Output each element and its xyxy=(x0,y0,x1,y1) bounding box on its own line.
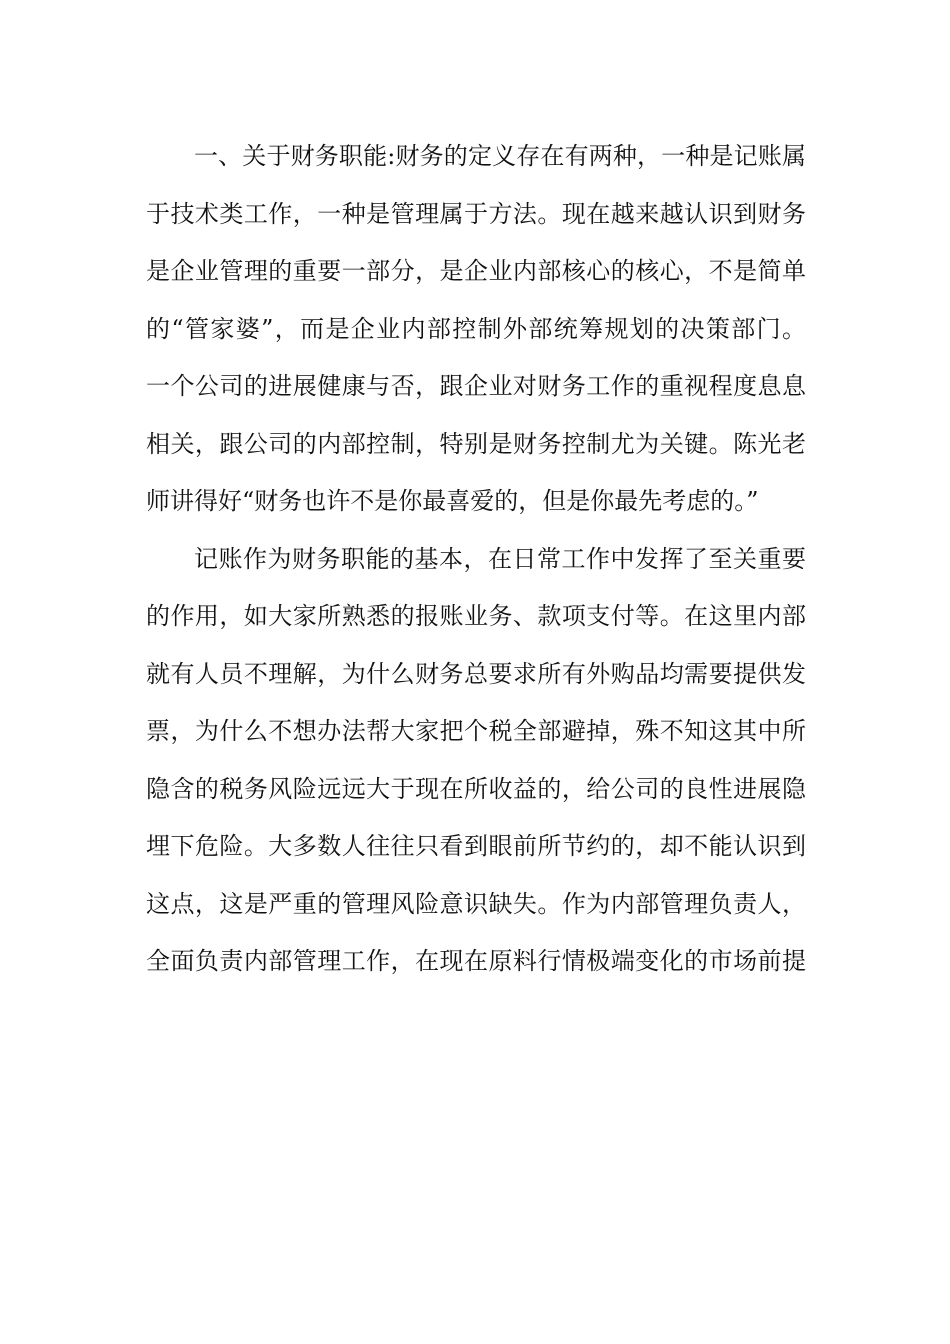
text-line: 于技术类工作，一种是管理属于方法。现在越来越认识到财务 xyxy=(146,199,806,228)
document-body xyxy=(146,128,806,1048)
text-line: 隐含的税务风险远远大于现在所收益的，给公司的良性进展隐 xyxy=(146,774,806,803)
text-line: 这点，这是严重的管理风险意识缺失。作为内部管理负责人， xyxy=(146,889,806,918)
text-line: 票，为什么不想办法帮大家把个税全部避掉，殊不知这其中所 xyxy=(146,717,806,745)
text-line: 一、关于财务职能:财务的定义存在有两种，一种是记账属 xyxy=(194,142,806,170)
text-line xyxy=(146,991,806,1049)
text-line: 记账作为财务职能的基本，在日常工作中发挥了至关重要 xyxy=(194,544,806,573)
paragraph-finance-function xyxy=(146,128,806,531)
text-line: 是企业管理的重要一部分，是企业内部核心的核心，不是简单 xyxy=(146,257,806,285)
text-line: 师讲得好“财务也许不是你最喜爱的，但是你最先考虑的。” xyxy=(146,487,759,515)
text-line: 全面负责内部管理工作，在现在原料行情极端变化的市场前提 xyxy=(146,947,806,975)
text-line: 的“管家婆”，而是企业内部控制外部统筹规划的决策部门。 xyxy=(146,314,806,343)
text-line: 一个公司的进展健康与否，跟企业对财务工作的重视程度息息 xyxy=(146,372,806,400)
text-line: 就有人员不理解，为什么财务总要求所有外购品均需要提供发 xyxy=(146,659,806,688)
text-line: 的作用，如大家所熟悉的报账业务、款项支付等。在这里内部 xyxy=(146,602,806,630)
text-line: 埋下危险。大多数人往往只看到眼前所节约的，却不能认识到 xyxy=(146,832,806,860)
paragraph-bookkeeping xyxy=(146,531,806,1049)
text-line: 相关，跟公司的内部控制，特别是财务控制尤为关键。陈光老 xyxy=(146,429,806,458)
